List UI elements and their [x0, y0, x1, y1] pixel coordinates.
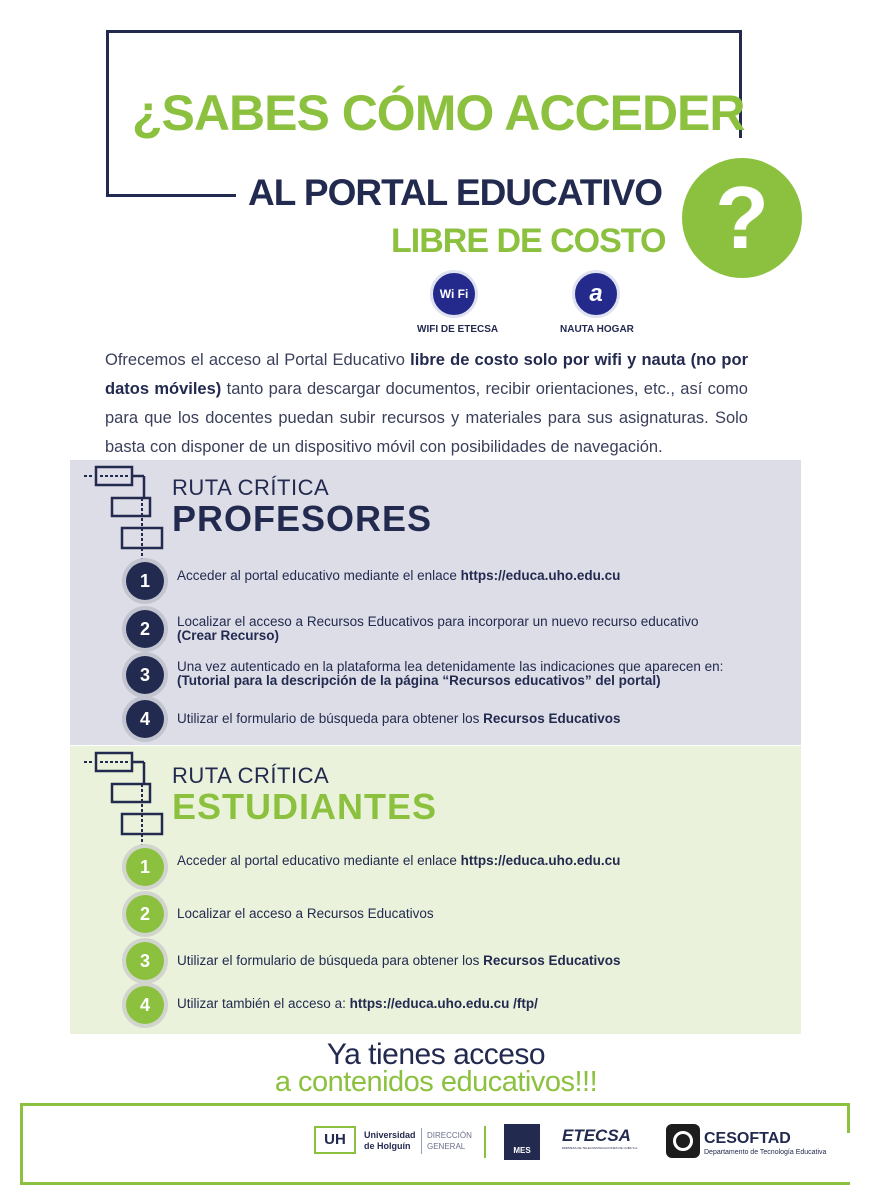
uho-name: Universidad de Holguín [364, 1130, 416, 1151]
profesores-step-3: Una vez autenticado en la plataforma lea detenidamente las indicaciones que aparecen en: (Tutorial para la descripción de la página “Recursos educativos” del portal) [177, 659, 724, 688]
estudiantes-step-2: Localizar el acceso a Recursos Educativos [177, 906, 434, 921]
footer-frame-top [20, 1103, 850, 1106]
uho-department: DIRECCIÓN GENERAL [427, 1131, 472, 1151]
step-number: 3 [126, 942, 164, 980]
profesores-title: PROFESORES [172, 498, 433, 539]
route-diagram-icon [82, 748, 172, 860]
slogan-line1: Ya tienes acceso [326, 1038, 546, 1071]
step-number: 1 [126, 848, 164, 886]
etecsa-logo: ETECSA EMPRESA DE TELECOMUNICACIONES DE CUBA S.A. [562, 1126, 639, 1150]
step-number: 2 [126, 895, 164, 933]
step-number: 4 [126, 700, 164, 738]
nauta-icon: a [572, 270, 620, 318]
profesores-route-label: RUTA CRÍTICA [172, 475, 330, 500]
profesores-step-4: Utilizar el formulario de búsqueda para obtener los Recursos Educativos [177, 711, 621, 726]
intro-bold: libre de costo solo por wifi y nauta (no por datos móviles) [105, 351, 748, 398]
headline-line3: LIBRE DE COSTO [391, 222, 666, 260]
slogan-line2: a contenidos educativos!!! [274, 1066, 598, 1098]
estudiantes-title: ESTUDIANTES [172, 786, 438, 827]
logo-divider [421, 1128, 422, 1154]
profesores-step-1: Acceder al portal educativo mediante el enlace https://educa.uho.edu.cu [177, 568, 621, 583]
step-number: 4 [126, 986, 164, 1024]
intro-paragraph [105, 346, 748, 462]
route-diagram-icon [82, 462, 172, 574]
footer-frame-right [847, 1103, 850, 1133]
logo-separator [484, 1126, 486, 1158]
header-frame-top [106, 30, 742, 33]
header-frame-left [106, 30, 109, 197]
estudiantes-step-3: Utilizar el formulario de búsqueda para obtener los Recursos Educativos [177, 953, 621, 968]
estudiantes-step-1: Acceder al portal educativo mediante el enlace https://educa.uho.edu.cu [177, 853, 621, 868]
nauta-label: NAUTA HOGAR [560, 324, 634, 335]
uho-logo: UH [314, 1126, 356, 1154]
intro-text-1: Ofrecemos el acceso al Portal Educativo [105, 351, 411, 369]
footer-frame-bottom [20, 1182, 850, 1185]
headline-line1: ¿SABES CÓMO ACCEDER [132, 85, 745, 141]
footer-frame-left [20, 1103, 23, 1185]
cesoftad-logo-icon [666, 1124, 700, 1158]
estudiantes-step-4: Utilizar también el acceso a: https://educa.uho.edu.cu /ftp/ [177, 996, 538, 1011]
mes-logo: MES [504, 1124, 540, 1160]
cesoftad-subtitle: Departamento de Tecnología Educativa [704, 1149, 827, 1156]
question-mark-icon: ? [682, 158, 802, 278]
profesores-step-2: Localizar el acceso a Recursos Educativos para incorporar un nuevo recurso educativo (Crear Recurso) [177, 614, 699, 643]
cesoftad-name: CESOFTAD [704, 1130, 791, 1147]
wifi-icon: Wi Fi [430, 270, 478, 318]
headline-line2: AL PORTAL EDUCATIVO [248, 172, 663, 213]
wifi-label: WIFI DE ETECSA [417, 324, 499, 335]
header-frame-bottom [106, 194, 236, 197]
step-number: 1 [126, 562, 164, 600]
estudiantes-route-label: RUTA CRÍTICA [172, 763, 330, 788]
step-number: 2 [126, 610, 164, 648]
step-number: 3 [126, 656, 164, 694]
intro-text-2: tanto para descargar documentos, recibir orientaciones, etc., así como para que los docentes puedan subir recursos y materiales para sus asignaturas. Solo basta con disponer de un dispositivo móvil con posibilidades de navegación. [105, 380, 748, 456]
